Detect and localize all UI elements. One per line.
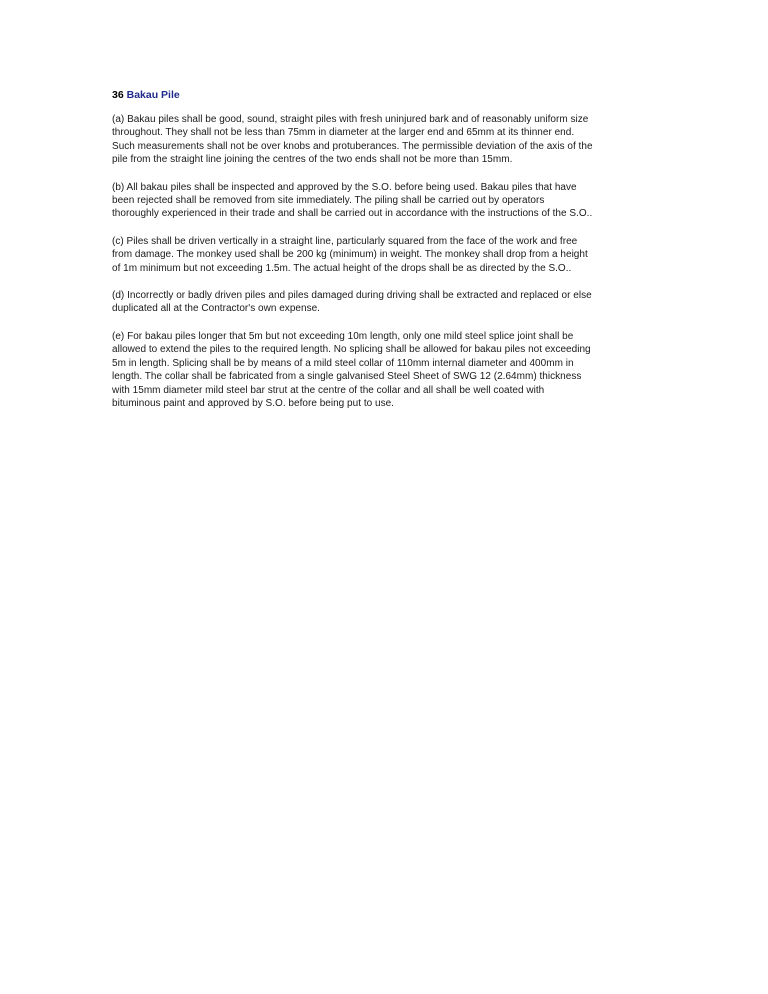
document-page <box>112 88 658 424</box>
paragraph-a: (a) Bakau piles shall be good, sound, straight piles with fresh uninjured bark and of reasonably uniform size throughout. They shall not be less than 75mm in diameter at the larger end and 65mm at its thinner end. Such measurements shall not be over knobs and protuberances. The permissible deviation of the axis of the pile from the straight line joining the centres of the two ends shall not be more than 15mm. <box>112 114 593 166</box>
paragraph-d: (d) Incorrectly or badly driven piles and piles damaged during driving shall be extracted and replaced or else duplicated all at the Contractor's own expense. <box>112 290 592 315</box>
paragraph-e: (e) For bakau piles longer that 5m but not exceeding 10m length, only one mild steel splice joint shall be allowed to extend the piles to the required length. No splicing shall be allowed for bakau piles not exceeding 5m in length. Splicing shall be by means of a mild steel collar of 110mm internal diameter and 400mm in length. The collar shall be fabricated from a single galvanised Steel Sheet of SWG 12 (2.64mm) thickness with 15mm diameter mild steel bar strut at the centre of the collar and all shall be well coated with bituminous paint and approved by S.O. before being put to use. <box>112 330 591 409</box>
paragraph-b: (b) All bakau piles shall be inspected and approved by the S.O. before being used. Bakau piles that have been rejected shall be removed from site immediately. The piling shall be carried out by operators thoroughly experienced in their trade and shall be carried out in accordance with the instructions of the S.O.. <box>112 181 593 220</box>
section-number: 36 <box>112 89 124 101</box>
section-title: Bakau Pile <box>126 89 180 101</box>
section-heading <box>112 88 658 102</box>
paragraph-c: (c) Piles shall be driven vertically in a straight line, particularly squared from the face of the work and free from damage. The monkey used shall be 200 kg (minimum) in weight. The monkey shall drop from a height of 1m minimum but not exceeding 1.5m. The actual height of the drops shall be as directed by the S.O.. <box>112 235 588 274</box>
